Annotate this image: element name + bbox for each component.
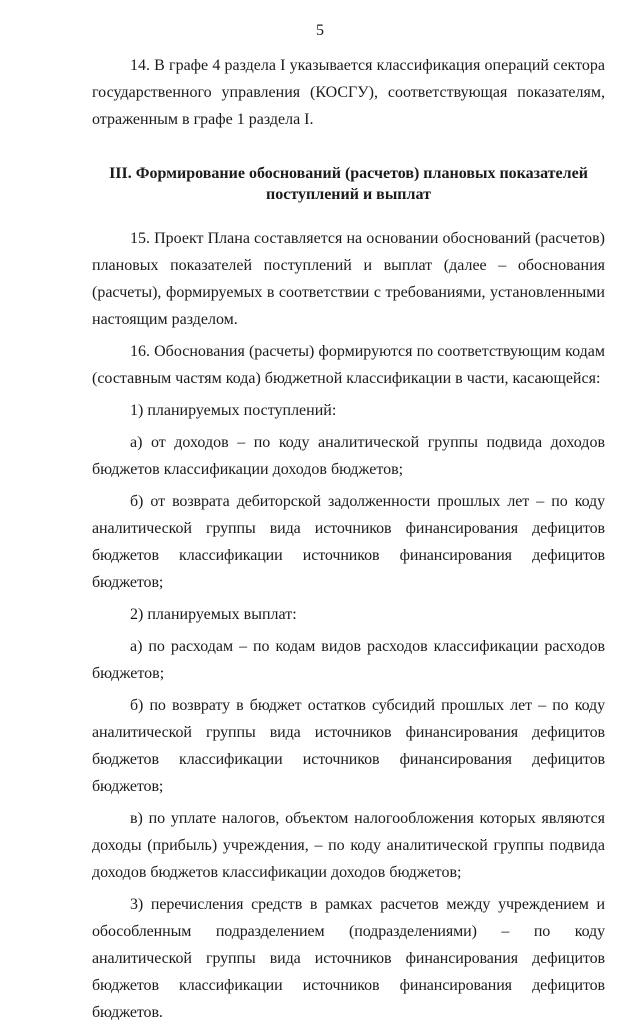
item-2c: в) по уплате налогов, объектом налогообложения которых являются доходы (прибыль) учреждения, – по коду аналитической группы подвида доходов бюджетов классификации доходов бюджетов; [92,810,605,881]
item-3: 3) перечисления средств в рамках расчетов между учреждением и обособленным подразделением (подразделениями) – по коду аналитической группы вида источников финансирования дефицитов бюджетов классификации источников финансирования дефицитов бюджетов. [92,896,605,1021]
section-heading [92,163,605,205]
section-heading-line-2: поступлений и выплат [266,186,431,203]
item-2a: а) по расходам – по кодам видов расходов классификации расходов бюджетов; [92,638,605,682]
document-body [92,52,605,1026]
item-2: 2) планируемых выплат: [130,606,297,623]
section-heading-line-1: III. Формирование обоснований (расчетов) плановых показателей [109,165,588,182]
item-1: 1) планируемых поступлений: [130,402,337,419]
item-2b: б) по возврату в бюджет остатков субсидий прошлых лет – по коду аналитической группы вида источников финансирования дефицитов бюджетов классификации источников финансирования дефицитов бюджетов; [92,697,605,795]
paragraph-15: 15. Проект Плана составляется на основании обоснований (расчетов) плановых показателей поступлений и выплат (далее – обоснования (расчеты), формируемых в соответствии с требованиями, установленными настоящим разделом. [92,230,605,328]
paragraph-16: 16. Обоснования (расчеты) формируются по соответствующим кодам (составным частям кода) бюджетной классификации в части, касающейся: [92,343,605,387]
item-1a: а) от доходов – по коду аналитической группы подвида доходов бюджетов классификации доходов бюджетов; [92,434,605,478]
paragraph-14: 14. В графе 4 раздела I указывается классификация операций сектора государственного управления (КОСГУ), соответствующая показателям, отраженным в графе 1 раздела I. [92,57,605,128]
page-number: 5 [316,22,324,39]
item-1b: б) от возврата дебиторской задолженности прошлых лет – по коду аналитической группы вида источников финансирования дефицитов бюджетов классификации источников финансирования дефицитов бюджетов; [92,493,605,591]
